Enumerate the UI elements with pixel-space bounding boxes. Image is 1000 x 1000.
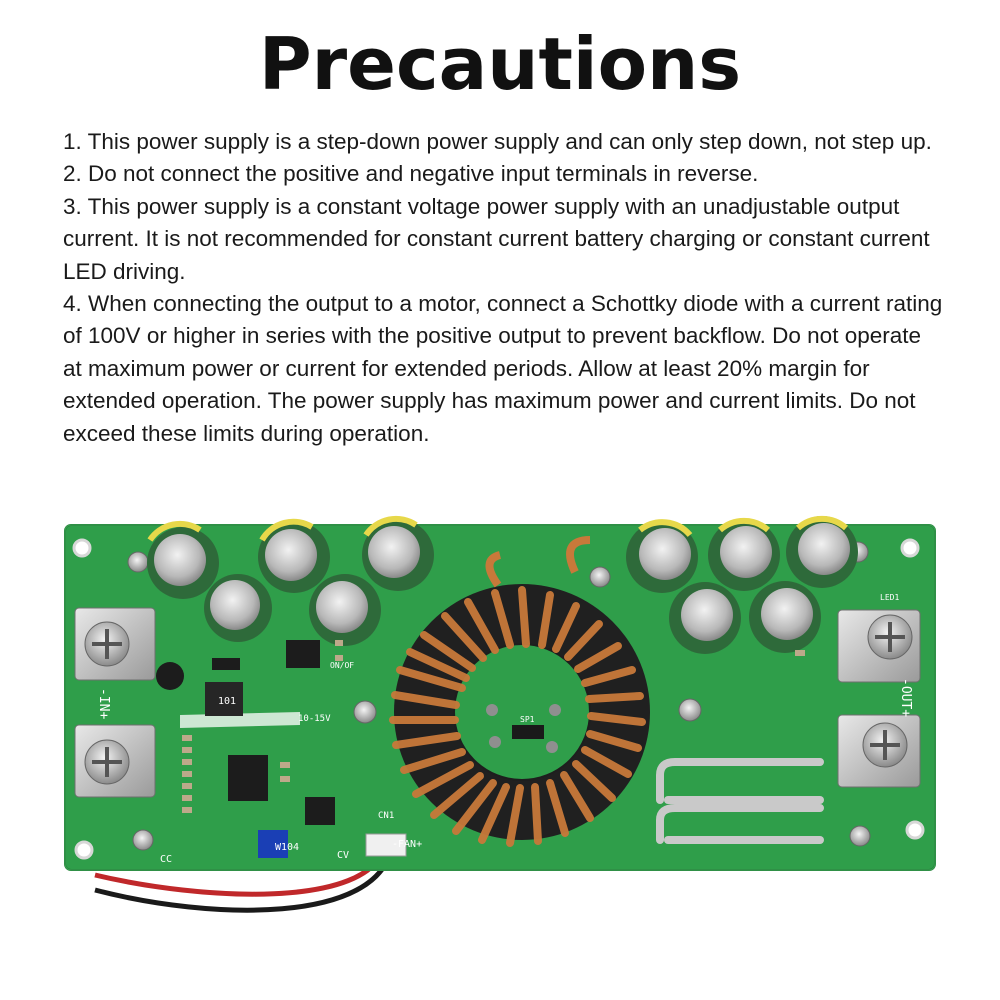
output-terminal-top [838, 610, 920, 682]
precaution-item-1: 1. This power supply is a step-down power supply and can only step down, not step up. [63, 129, 932, 154]
label-potentiometer: W104 [275, 842, 300, 853]
precautions-list [63, 126, 943, 450]
label-led1: LED1 [880, 593, 900, 602]
label-fan: -FAN+ [392, 839, 423, 850]
pcb-illustration [0, 500, 1000, 960]
label-cc: CC [160, 854, 173, 865]
label-input: -IN+ [96, 688, 111, 720]
precaution-item-4: 4. When connecting the output to a motor, connect a Schottky diode with a current rating of 100V or higher in series with the positive output to prevent backflow. Do not operate at maximum power or current for extended periods. Allow at least 20% margin for extended operation. The power supply has maximum power and current limits. Do not exceed these limits during operation. [63, 291, 943, 446]
label-cv: CV [337, 850, 350, 861]
input-terminal-top [75, 608, 155, 680]
label-u1-range: 10-15V [298, 714, 331, 724]
input-terminal-bottom [75, 725, 155, 797]
label-on-off: ON/OF [330, 661, 355, 670]
precaution-item-3: 3. This power supply is a constant voltage power supply with an unadjustable output current. It is not recommended for constant current battery charging or constant current LED driving. [63, 193, 930, 284]
precaution-item-2: 2. Do not connect the positive and negative input terminals in reverse. [63, 161, 759, 187]
label-output: -OUT+ [898, 678, 913, 718]
label-ic: 101 [218, 696, 237, 707]
page-title: Precautions [258, 22, 742, 106]
label-sp1: SP1 [520, 715, 535, 724]
label-cn1: CN1 [378, 811, 395, 821]
output-terminal-bottom [838, 715, 920, 787]
power-board-photo [0, 500, 1000, 960]
